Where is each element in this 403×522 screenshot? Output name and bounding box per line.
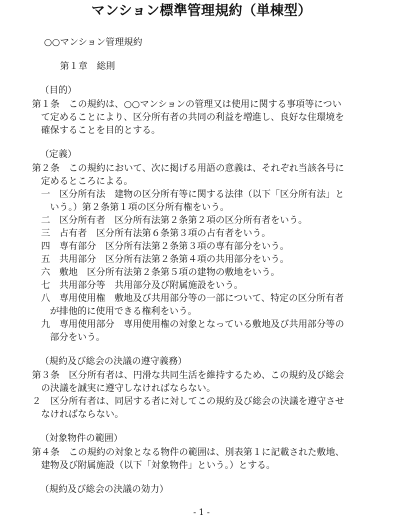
article-3-caption: （規約及び総会の決議の遵守義務）: [40, 356, 187, 367]
article-2-caption: （定義）: [40, 149, 77, 160]
article-4-line: 建物及び附属施設（以下「対象物件」という。）とする。: [41, 460, 276, 471]
article-1-line: 確保することを目的とする。: [41, 125, 161, 136]
article-4-caption: （対象物件の範囲）: [40, 433, 123, 444]
definition-item: 三 占有者 区分所有法第６条第３項の占有者をいう。: [41, 228, 271, 239]
definition-item: 部分をいう。: [50, 332, 106, 343]
definition-item: 六 敷地 区分所有法第２条第５項の建物の敷地をいう。: [41, 267, 280, 278]
definition-item: 四 専有部分 区分所有法第２条第３項の専有部分をいう。: [41, 241, 290, 252]
article-3-line: なければならない。: [41, 409, 124, 420]
definition-item: 二 区分所有者 区分所有法第２条第２項の区分所有者をいう。: [41, 215, 308, 226]
chapter-heading: 第１章 総則: [60, 61, 116, 72]
definition-item: 七 共用部分等 共用部分及び附属施設をいう。: [41, 280, 244, 291]
article-2-line: 第２条 この規約において、次に掲げる用語の意義は、それぞれ当該各号に: [32, 163, 345, 174]
article-3-line: 第３条 区分所有者は、円滑な共同生活を維持するため、この規約及び総会: [32, 370, 345, 381]
definition-item: 一 区分所有法 建物の区分所有等に関する法律（以下「区分所有法」と: [41, 189, 345, 200]
definition-item: が排他的に使用できる権利をいう。: [50, 306, 197, 317]
definition-item: いう。）第２条第１項の区分所有権をいう。: [50, 202, 230, 213]
document-title: マンション標準管理規約（単棟型）: [91, 3, 312, 19]
document-subtitle: ○○マンション管理規約: [44, 37, 143, 48]
page-number: - 1 -: [193, 508, 210, 518]
article-2-line: 定めるところによる。: [41, 176, 133, 187]
definition-item: 九 専用使用部分 専用使用権の対象となっている敷地及び共用部分等の: [41, 319, 345, 330]
article-3-line: の決議を誠実に遵守しなければならない。: [41, 383, 216, 394]
definition-item: 八 専用使用権 敷地及び共用部分等の一部について、特定の区分所有者: [41, 293, 344, 304]
article-3-line: ２ 区分所有者は、同居する者に対してこの規約及び総会の決議を遵守させ: [32, 396, 345, 407]
article-1-line: 第１条 この規約は、○○マンションの管理又は使用に関する事項等につい: [32, 99, 342, 110]
article-4-line: 第４条 この規約の対象となる物件の範囲は、別表第１に記載された敷地、: [32, 447, 345, 458]
article-5-caption: （規約及び総会の決議の効力）: [40, 484, 169, 495]
definition-item: 五 共用部分 区分所有法第２条第４項の共用部分をいう。: [41, 254, 290, 265]
article-1-line: て定めることにより、区分所有者の共同の利益を増進し、良好な住環境を: [41, 112, 345, 123]
article-1-caption: （目的）: [40, 85, 77, 96]
